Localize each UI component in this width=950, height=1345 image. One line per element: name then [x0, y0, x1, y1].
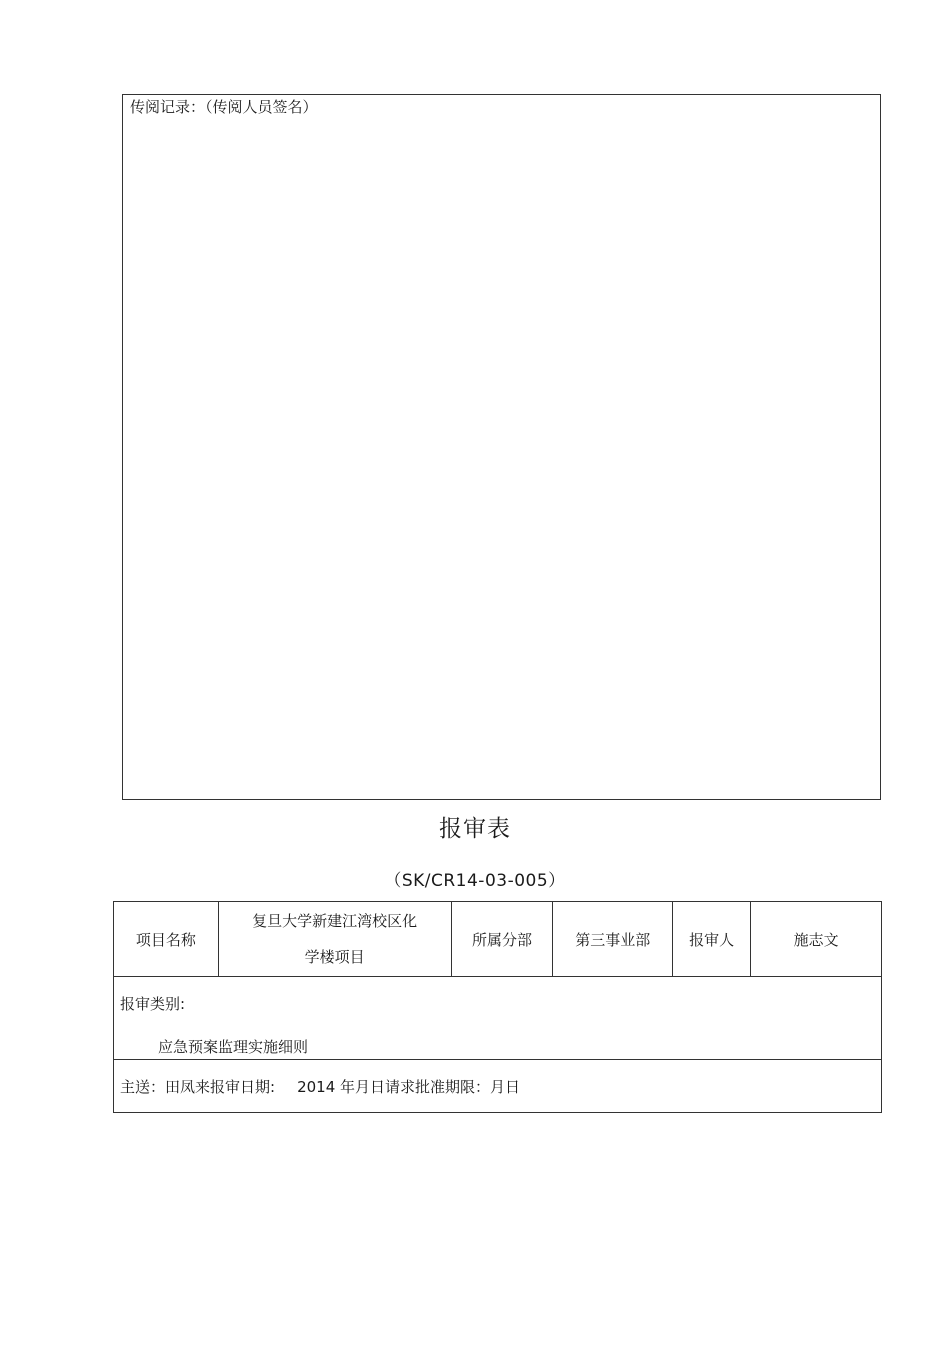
recipient-and-date-label: 主送：田凤来报审日期: — [120, 1077, 276, 1096]
form-code: （SK/CR14-03-005） — [384, 871, 566, 891]
submitter-value: 施志文 — [751, 902, 882, 977]
project-name-value — [218, 902, 451, 977]
footer-cell — [114, 1060, 882, 1113]
date-and-deadline: 2014 年月日请求批准期限：月日 — [297, 1077, 521, 1096]
project-name-line1: 复旦大学新建江湾校区化 — [252, 912, 418, 930]
review-type-cell — [114, 977, 882, 1060]
circulation-record-label: 传阅记录：（传阅人员签名） — [130, 98, 318, 116]
form-title: 报审表 — [439, 816, 511, 842]
table-row — [114, 902, 882, 977]
project-name-line2: 学楼项目 — [304, 948, 365, 966]
circulation-record-box — [122, 94, 881, 800]
table-row — [114, 977, 882, 1060]
review-type-label: 报审类别: — [120, 995, 186, 1013]
table-row — [114, 1060, 882, 1113]
review-type-value: 应急预案监理实施细则 — [158, 1038, 309, 1056]
project-name-label: 项目名称 — [114, 902, 219, 977]
submitter-label: 报审人 — [673, 902, 751, 977]
division-value: 第三事业部 — [553, 902, 673, 977]
review-form-table — [113, 901, 882, 1113]
division-label: 所属分部 — [451, 902, 553, 977]
